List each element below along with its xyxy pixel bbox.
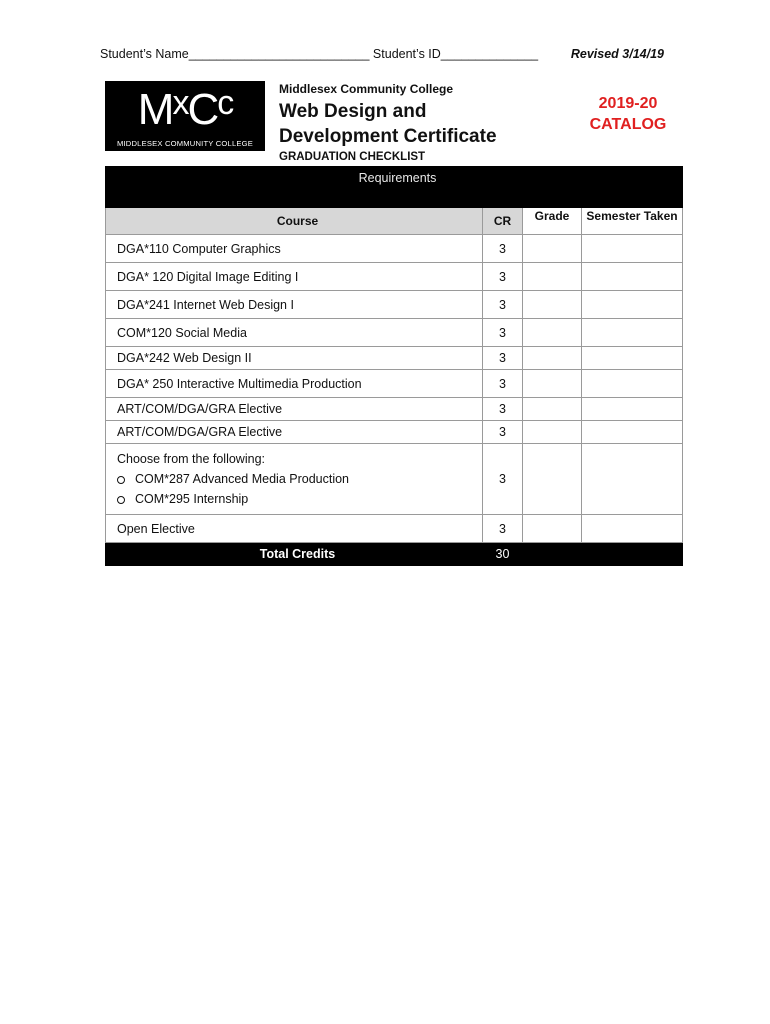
checklist-label: GRADUATION CHECKLIST — [279, 151, 426, 163]
logo-monogram: $M^xC^c$ — [137, 84, 233, 134]
table-row — [106, 319, 683, 347]
catalog-word: CATALOG — [589, 116, 667, 133]
semester-cell[interactable] — [582, 291, 683, 319]
grade-cell[interactable] — [523, 444, 582, 515]
total-credits-label: Total Credits — [106, 543, 483, 566]
table-row — [106, 291, 683, 319]
grade-cell[interactable] — [523, 319, 582, 347]
course-name: DGA*110 Computer Graphics — [106, 235, 483, 263]
semester-cell[interactable] — [582, 421, 683, 444]
grade-cell[interactable] — [523, 370, 582, 398]
course-credits: 3 — [483, 291, 523, 319]
grade-cell[interactable] — [523, 291, 582, 319]
course-credits: 3 — [483, 421, 523, 444]
certificate-title: Web Design and Development Certificate — [279, 101, 497, 147]
course-name: Open Elective — [106, 515, 483, 543]
semester-cell[interactable] — [582, 347, 683, 370]
choose-cell — [106, 444, 483, 515]
total-filler — [523, 543, 683, 566]
table-row — [106, 398, 683, 421]
course-credits: 3 — [483, 319, 523, 347]
list-item — [117, 489, 478, 509]
course-credits: 3 — [483, 235, 523, 263]
semester-cell[interactable] — [582, 370, 683, 398]
course-name: ART/COM/DGA/GRA Elective — [106, 398, 483, 421]
grade-cell[interactable] — [523, 515, 582, 543]
course-name: COM*120 Social Media — [106, 319, 483, 347]
course-name: DGA* 250 Interactive Multimedia Production — [106, 370, 483, 398]
course-credits: 3 — [483, 263, 523, 291]
semester-cell[interactable] — [582, 444, 683, 515]
requirements-label: Requirements — [106, 167, 683, 208]
grade-cell[interactable] — [523, 235, 582, 263]
grade-cell[interactable] — [523, 398, 582, 421]
course-name: DGA*241 Internet Web Design I — [106, 291, 483, 319]
cr-column-header: CR — [483, 208, 523, 235]
list-item — [117, 469, 478, 489]
elective-options — [117, 469, 478, 509]
college-logo — [105, 81, 265, 151]
course-credits: 3 — [483, 370, 523, 398]
grade-cell[interactable] — [523, 263, 582, 291]
course-name: ART/COM/DGA/GRA Elective — [106, 421, 483, 444]
revised-date: Revised 3/14/19 — [570, 47, 664, 61]
course-column-header: Course — [106, 208, 483, 235]
option-label: COM*287 Advanced Media Production — [135, 472, 350, 486]
option-label: COM*295 Internship — [135, 492, 249, 506]
table-row — [106, 421, 683, 444]
table-row — [106, 263, 683, 291]
student-name-id-line: Student’s Name__________________________ Student’s ID______________ — [100, 47, 539, 61]
catalog-label — [582, 93, 674, 135]
semester-cell[interactable] — [582, 263, 683, 291]
semester-cell[interactable] — [582, 398, 683, 421]
course-name: DGA*242 Web Design II — [106, 347, 483, 370]
choose-label: Choose from the following: — [117, 452, 265, 466]
course-credits: 3 — [483, 444, 523, 515]
table-row — [106, 515, 683, 543]
table-row — [106, 235, 683, 263]
circle-bullet-icon — [117, 476, 125, 484]
semester-column-header: Semester Taken — [582, 208, 683, 235]
column-header-row — [106, 208, 683, 235]
semester-cell[interactable] — [582, 235, 683, 263]
course-credits: 3 — [483, 515, 523, 543]
semester-cell[interactable] — [582, 319, 683, 347]
course-name: DGA* 120 Digital Image Editing I — [106, 263, 483, 291]
total-credits-value: 30 — [483, 543, 523, 566]
total-row — [106, 543, 683, 566]
logo-subtitle: MIDDLESEX COMMUNITY COLLEGE — [116, 139, 254, 148]
choose-row — [106, 444, 683, 515]
table-row — [106, 347, 683, 370]
table-row — [106, 370, 683, 398]
graduation-checklist-table — [105, 166, 683, 566]
catalog-year: 2019-20 — [598, 95, 658, 112]
college-name: Middlesex Community College — [279, 82, 454, 96]
grade-cell[interactable] — [523, 421, 582, 444]
course-credits: 3 — [483, 347, 523, 370]
course-credits: 3 — [483, 398, 523, 421]
circle-bullet-icon — [117, 496, 125, 504]
grade-cell[interactable] — [523, 347, 582, 370]
grade-column-header: Grade — [523, 208, 582, 235]
semester-cell[interactable] — [582, 515, 683, 543]
requirements-header-row — [106, 167, 683, 208]
